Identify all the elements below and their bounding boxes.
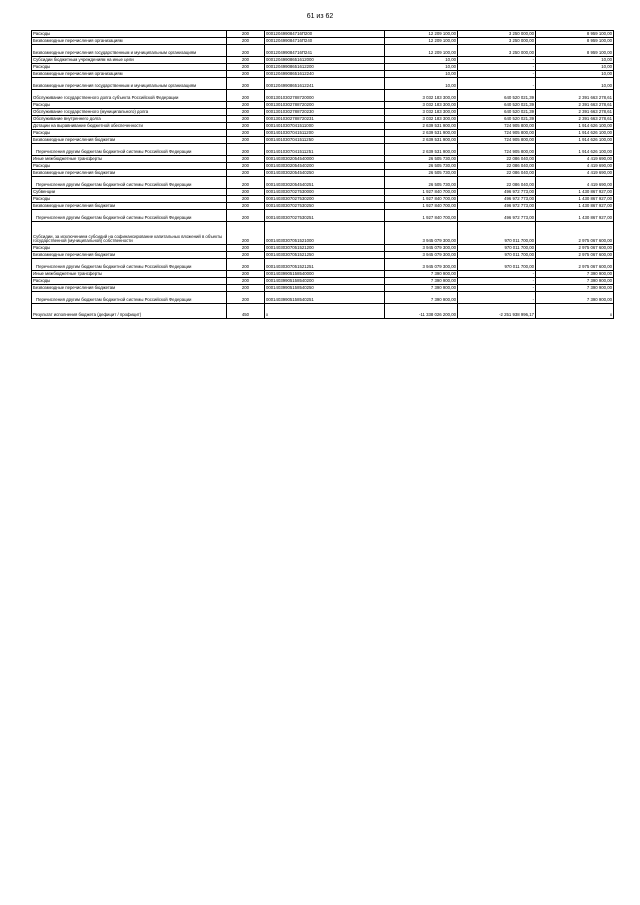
table-row [32,71,614,78]
row-name-cell: Расходы [32,196,227,203]
row-approved-amount-cell: 3 945 079 300,00 [385,245,458,252]
table-row [32,102,614,109]
row-line-code-cell: 200 [227,64,265,71]
row-classification-code-cell: 00012049908651612000 [265,57,385,64]
row-executed-amount-cell: 640 520 021,39 [458,102,536,109]
row-unexecuted-amount-cell: 8 959 100,00 [536,45,614,57]
table-body [32,31,614,319]
row-unexecuted-amount-cell: x [536,304,614,319]
row-executed-amount-cell: 640 520 021,39 [458,116,536,123]
row-name-cell: Безвозмездные перечисления бюджетам [32,170,227,177]
row-classification-code-cell: 00014010307041511250 [265,137,385,144]
row-name-cell: Безвозмездные перечисления бюджетам [32,285,227,292]
row-line-code-cell: 200 [227,278,265,285]
row-executed-amount-cell: 496 972 773,00 [458,203,536,210]
row-name-cell: Безвозмездные перечисления государственным и муниципальным организациям [32,78,227,90]
row-approved-amount-cell: 3 032 183 300,00 [385,90,458,102]
row-approved-amount-cell: 7 390 900,00 [385,271,458,278]
row-unexecuted-amount-cell: 2 975 067 600,00 [536,222,614,245]
table-row [32,78,614,90]
row-approved-amount-cell: 1 927 840 700,00 [385,210,458,222]
row-name-cell: Иные межбюджетные трансферты [32,156,227,163]
row-classification-code-cell: 00014010307041511200 [265,130,385,137]
row-line-code-cell: 200 [227,189,265,196]
row-executed-amount-cell: - [458,64,536,71]
row-line-code-cell: 200 [227,259,265,271]
row-name-cell: Расходы [32,245,227,252]
table-row [32,144,614,156]
row-approved-amount-cell: 1 927 840 700,00 [385,203,458,210]
row-name-cell: Расходы [32,163,227,170]
row-classification-code-cell: 00012049908651612200 [265,64,385,71]
row-unexecuted-amount-cell: 2 391 663 278,61 [536,102,614,109]
row-classification-code-cell: 000120499084716П241 [265,45,385,57]
row-classification-code-cell: 000120499084716П200 [265,31,385,38]
row-line-code-cell: 200 [227,196,265,203]
row-name-cell: Субсидии, за исключением субсидий на софинансирование капитальных вложений в объекты государственной (муниципальной) собственности [32,222,227,245]
row-approved-amount-cell: 10,00 [385,71,458,78]
row-approved-amount-cell: 1 927 840 700,00 [385,189,458,196]
row-unexecuted-amount-cell: 7 390 900,00 [536,271,614,278]
table-row [32,259,614,271]
row-classification-code-cell: 00013010302788720200 [265,102,385,109]
row-line-code-cell: 200 [227,123,265,130]
row-executed-amount-cell: 22 086 040,00 [458,156,536,163]
row-executed-amount-cell: - [458,285,536,292]
row-name-cell: Безвозмездные перечисления организациям [32,38,227,45]
row-unexecuted-amount-cell: 2 975 067 600,00 [536,259,614,271]
row-approved-amount-cell: 3 032 183 300,00 [385,102,458,109]
row-classification-code-cell: 00014030302054540251 [265,177,385,189]
table-row [32,31,614,38]
row-approved-amount-cell: 2 639 531 900,00 [385,130,458,137]
row-classification-code-cell: 00014039905158540251 [265,292,385,304]
row-approved-amount-cell: 10,00 [385,64,458,71]
row-name-cell: Субсидии бюджетным учреждениям на иные цели [32,57,227,64]
row-name-cell: Безвозмездные перечисления бюджетам [32,137,227,144]
row-approved-amount-cell: -11 338 026 200,00 [385,304,458,319]
table-row [32,245,614,252]
table-row [32,45,614,57]
row-approved-amount-cell: 12 209 100,00 [385,31,458,38]
row-approved-amount-cell: 3 032 183 300,00 [385,109,458,116]
row-classification-code-cell: 00014030307051521200 [265,245,385,252]
row-approved-amount-cell: 3 032 183 300,00 [385,116,458,123]
row-approved-amount-cell: 3 945 079 300,00 [385,259,458,271]
table-row [32,170,614,177]
row-approved-amount-cell: 26 505 730,00 [385,163,458,170]
row-executed-amount-cell: 496 972 773,00 [458,196,536,203]
row-line-code-cell: 200 [227,210,265,222]
row-name-cell: Субвенции [32,189,227,196]
row-classification-code-cell: 00014030302054540200 [265,163,385,170]
row-unexecuted-amount-cell: 2 975 067 600,00 [536,245,614,252]
row-unexecuted-amount-cell: 1 430 867 927,00 [536,210,614,222]
row-unexecuted-amount-cell: 1 430 867 927,00 [536,196,614,203]
row-approved-amount-cell: 12 209 100,00 [385,45,458,57]
row-name-cell: Расходы [32,102,227,109]
row-executed-amount-cell: - [458,78,536,90]
table-row [32,109,614,116]
table-row [32,90,614,102]
row-executed-amount-cell: 640 520 021,39 [458,109,536,116]
budget-expenses-table [31,30,614,319]
row-line-code-cell: 200 [227,222,265,245]
row-unexecuted-amount-cell: 10,00 [536,71,614,78]
row-executed-amount-cell: 3 250 000,00 [458,38,536,45]
row-executed-amount-cell: 724 905 800,00 [458,137,536,144]
row-classification-code-cell: 00014039905158540250 [265,285,385,292]
row-classification-code-cell: 00014030307027530200 [265,196,385,203]
row-executed-amount-cell: 724 905 800,00 [458,144,536,156]
table-row [32,285,614,292]
row-unexecuted-amount-cell: 7 390 900,00 [536,292,614,304]
row-name-cell: Безвозмездные перечисления бюджетам [32,203,227,210]
row-name-cell: Безвозмездные перечисления организациям [32,71,227,78]
row-classification-code-cell: 00013010302788720230 [265,109,385,116]
row-name-cell: Расходы [32,278,227,285]
table-row [32,304,614,319]
row-unexecuted-amount-cell: 4 419 690,00 [536,163,614,170]
row-line-code-cell: 200 [227,137,265,144]
row-line-code-cell: 200 [227,203,265,210]
row-classification-code-cell: 00014039905158540000 [265,271,385,278]
row-line-code-cell: 200 [227,144,265,156]
row-unexecuted-amount-cell: 1 914 626 100,00 [536,137,614,144]
row-line-code-cell: 200 [227,45,265,57]
row-classification-code-cell: 00013010302788720000 [265,90,385,102]
table-row [32,189,614,196]
row-executed-amount-cell: 640 520 021,39 [458,90,536,102]
row-unexecuted-amount-cell: 2 391 663 278,61 [536,109,614,116]
row-line-code-cell: 200 [227,38,265,45]
table-row [32,57,614,64]
row-name-cell: Перечисления другим бюджетам бюджетной системы Российской Федерации [32,259,227,271]
row-unexecuted-amount-cell: 2 975 067 600,00 [536,252,614,259]
row-approved-amount-cell: 2 639 531 900,00 [385,123,458,130]
row-approved-amount-cell: 2 639 531 900,00 [385,144,458,156]
row-name-cell: Перечисления другим бюджетам бюджетной системы Российской Федерации [32,144,227,156]
table-row [32,156,614,163]
row-name-cell: Безвозмездные перечисления государственным и муниципальным организациям [32,45,227,57]
row-classification-code-cell: 00014010307041511000 [265,123,385,130]
row-name-cell: Расходы [32,64,227,71]
row-approved-amount-cell: 7 390 900,00 [385,292,458,304]
row-name-cell: Иные межбюджетные трансферты [32,271,227,278]
row-unexecuted-amount-cell: 7 390 900,00 [536,278,614,285]
row-classification-code-cell: 00014039905158540200 [265,278,385,285]
table-row [32,130,614,137]
row-executed-amount-cell: 22 086 040,00 [458,170,536,177]
table-row [32,137,614,144]
row-approved-amount-cell: 3 945 079 300,00 [385,222,458,245]
row-line-code-cell: 200 [227,292,265,304]
row-executed-amount-cell: - [458,278,536,285]
row-unexecuted-amount-cell: 1 430 867 927,00 [536,203,614,210]
row-name-cell: Перечисления другим бюджетам бюджетной системы Российской Федерации [32,292,227,304]
row-line-code-cell: 200 [227,57,265,64]
row-classification-code-cell: x [265,304,385,319]
row-classification-code-cell: 00014030307051521250 [265,252,385,259]
row-unexecuted-amount-cell: 1 914 626 100,00 [536,130,614,137]
row-classification-code-cell: 000120499084716П240 [265,38,385,45]
row-approved-amount-cell: 10,00 [385,78,458,90]
row-name-cell: Обслуживание государственного долга субъекта Российской Федерации [32,90,227,102]
row-name-cell: Обслуживание внутреннего долга [32,116,227,123]
row-executed-amount-cell: - [458,292,536,304]
row-name-cell: Обслуживание государственного (муниципального) долга [32,109,227,116]
row-executed-amount-cell: 496 972 773,00 [458,189,536,196]
row-unexecuted-amount-cell: 1 430 867 927,00 [536,189,614,196]
row-approved-amount-cell: 1 927 840 700,00 [385,196,458,203]
table-row [32,64,614,71]
row-name-cell: Расходы [32,130,227,137]
row-unexecuted-amount-cell: 4 419 690,00 [536,156,614,163]
row-executed-amount-cell: 22 086 040,00 [458,163,536,170]
row-line-code-cell: 200 [227,163,265,170]
row-classification-code-cell: 00012049908651612241 [265,78,385,90]
table-row [32,292,614,304]
row-classification-code-cell: 00014030302054540250 [265,170,385,177]
table-row [32,38,614,45]
row-classification-code-cell: 00014030307051521251 [265,259,385,271]
row-executed-amount-cell: - [458,71,536,78]
row-classification-code-cell: 00014030307027530251 [265,210,385,222]
row-executed-amount-cell: - [458,57,536,64]
row-unexecuted-amount-cell: 4 419 690,00 [536,170,614,177]
row-approved-amount-cell: 7 390 900,00 [385,285,458,292]
row-approved-amount-cell: 26 505 730,00 [385,156,458,163]
row-line-code-cell: 200 [227,177,265,189]
row-classification-code-cell: 00012049908651612240 [265,71,385,78]
row-line-code-cell: 200 [227,102,265,109]
row-approved-amount-cell: 2 639 531 900,00 [385,137,458,144]
row-line-code-cell: 200 [227,271,265,278]
row-classification-code-cell: 00014030307051521000 [265,222,385,245]
table-row [32,163,614,170]
row-executed-amount-cell: 970 011 700,00 [458,222,536,245]
page-number-label: 61 из 62 [306,13,334,20]
table-row [32,222,614,245]
row-executed-amount-cell: 970 011 700,00 [458,245,536,252]
row-executed-amount-cell: 970 011 700,00 [458,252,536,259]
row-executed-amount-cell: 970 011 700,00 [458,259,536,271]
row-unexecuted-amount-cell: 10,00 [536,64,614,71]
row-line-code-cell: 200 [227,156,265,163]
row-unexecuted-amount-cell: 10,00 [536,57,614,64]
row-line-code-cell: 200 [227,78,265,90]
row-unexecuted-amount-cell: 2 391 663 278,61 [536,90,614,102]
row-name-cell: Перечисления другим бюджетам бюджетной системы Российской Федерации [32,210,227,222]
row-line-code-cell: 200 [227,116,265,123]
row-line-code-cell: 200 [227,252,265,259]
row-classification-code-cell: 00014030302054540000 [265,156,385,163]
row-executed-amount-cell: -2 251 938 996,17 [458,304,536,319]
row-unexecuted-amount-cell: 8 959 100,00 [536,31,614,38]
row-executed-amount-cell: 3 250 000,00 [458,45,536,57]
row-classification-code-cell: 00014030307027530000 [265,189,385,196]
row-classification-code-cell: 00014030307027530250 [265,203,385,210]
row-unexecuted-amount-cell: 8 959 100,00 [536,38,614,45]
row-approved-amount-cell: 26 505 730,00 [385,177,458,189]
row-classification-code-cell: 00014010307041511251 [265,144,385,156]
row-classification-code-cell: 00013010302788720231 [265,116,385,123]
row-line-code-cell: 200 [227,245,265,252]
row-name-cell: Перечисления другим бюджетам бюджетной системы Российской Федерации [32,177,227,189]
row-line-code-cell: 200 [227,31,265,38]
table-row [32,177,614,189]
row-line-code-cell: 200 [227,109,265,116]
row-unexecuted-amount-cell: 1 914 626 100,00 [536,123,614,130]
row-line-code-cell: 200 [227,90,265,102]
row-name-cell: Расходы [32,31,227,38]
row-unexecuted-amount-cell: 1 914 626 100,00 [536,144,614,156]
table-row [32,123,614,130]
row-unexecuted-amount-cell: 4 419 690,00 [536,177,614,189]
table-row [32,203,614,210]
row-approved-amount-cell: 10,00 [385,57,458,64]
row-approved-amount-cell: 3 945 079 300,00 [385,252,458,259]
table-row [32,252,614,259]
row-unexecuted-amount-cell: 2 391 663 278,61 [536,116,614,123]
row-line-code-cell: 200 [227,71,265,78]
row-executed-amount-cell: - [458,271,536,278]
table-row [32,271,614,278]
row-unexecuted-amount-cell: 7 390 900,00 [536,285,614,292]
row-line-code-cell: 200 [227,130,265,137]
row-unexecuted-amount-cell: 10,00 [536,78,614,90]
row-approved-amount-cell: 12 209 100,00 [385,38,458,45]
table-row [32,210,614,222]
row-line-code-cell: 200 [227,285,265,292]
row-executed-amount-cell: 724 905 800,00 [458,130,536,137]
row-name-cell: Результат исполнения бюджета (дефицит / профицит) [32,304,227,319]
table-row [32,278,614,285]
row-executed-amount-cell: 3 250 000,00 [458,31,536,38]
table-row [32,116,614,123]
row-name-cell: Безвозмездные перечисления бюджетам [32,252,227,259]
row-executed-amount-cell: 22 086 040,00 [458,177,536,189]
row-line-code-cell: 200 [227,170,265,177]
table-row [32,196,614,203]
row-executed-amount-cell: 724 905 800,00 [458,123,536,130]
row-name-cell: Дотации на выравнивание бюджетной обеспеченности [32,123,227,130]
row-executed-amount-cell: 496 972 773,00 [458,210,536,222]
row-approved-amount-cell: 7 390 900,00 [385,278,458,285]
row-approved-amount-cell: 26 505 730,00 [385,170,458,177]
row-line-code-cell: 450 [227,304,265,319]
